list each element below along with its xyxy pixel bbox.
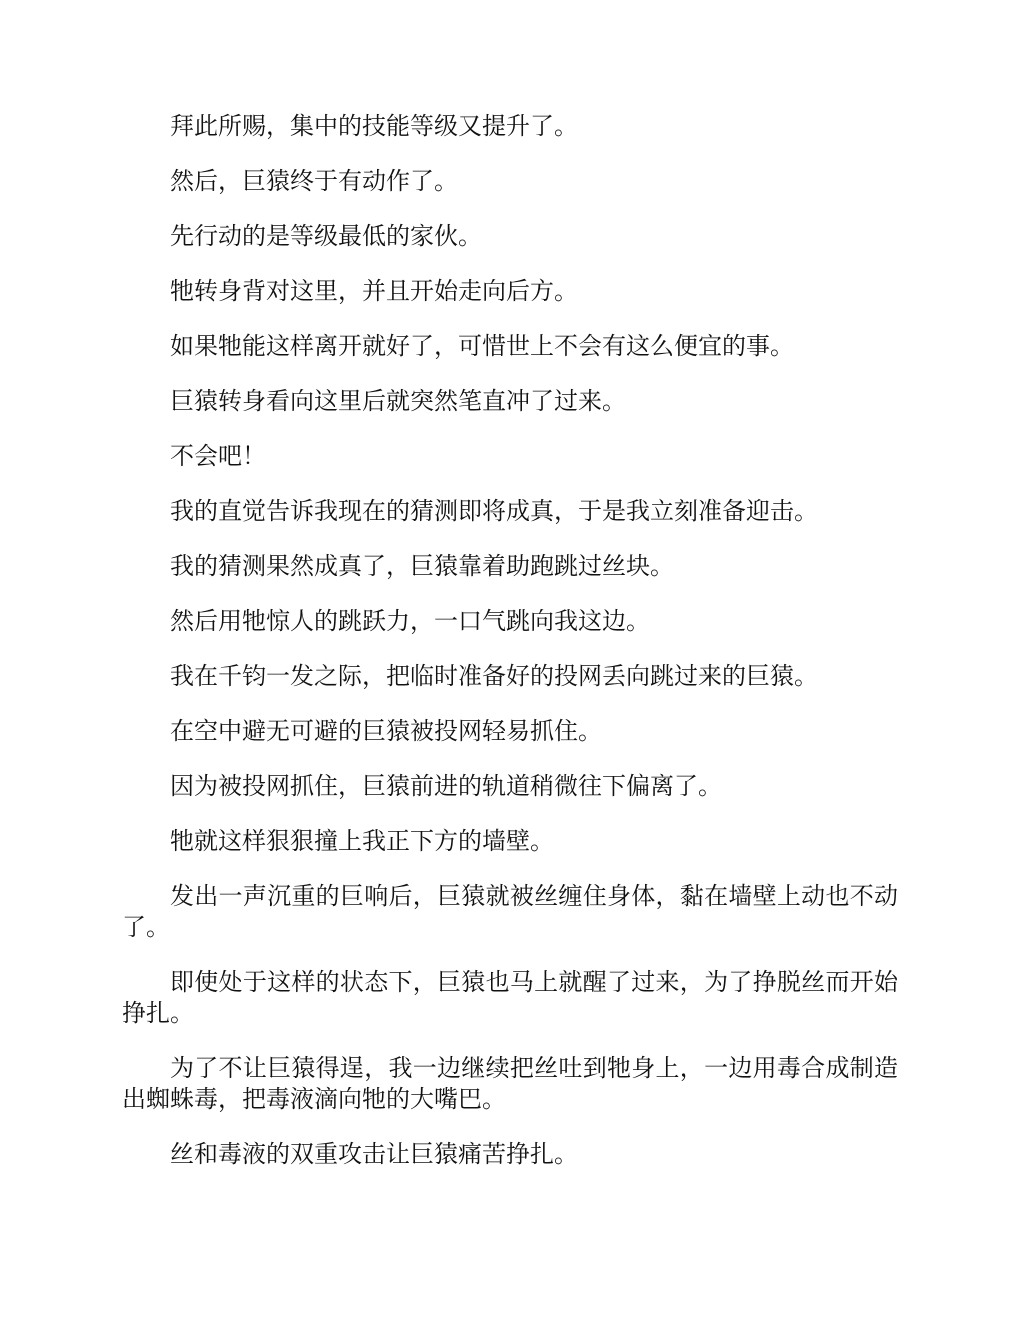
paragraph: 在空中避无可避的巨猿被投网轻易抓住。 bbox=[170, 717, 602, 745]
paragraph: 我的猜测果然成真了，巨猿靠着助跑跳过丝块。 bbox=[170, 552, 674, 580]
paragraph: 发出一声沉重的巨响后，巨猿就被丝缠住身体，黏在墙壁上动也不动了。 bbox=[122, 882, 898, 941]
paragraph: 然后，巨猿终于有动作了。 bbox=[170, 167, 458, 195]
paragraph: 先行动的是等级最低的家伙。 bbox=[170, 222, 482, 250]
paragraph: 巨猿转身看向这里后就突然笔直冲了过来。 bbox=[170, 387, 626, 415]
paragraph: 丝和毒液的双重攻击让巨猿痛苦挣扎。 bbox=[170, 1140, 578, 1168]
paragraph: 不会吧！ bbox=[170, 442, 266, 470]
paragraph: 为了不让巨猿得逞，我一边继续把丝吐到牠身上，一边用毒合成制造出蜘蛛毒，把毒液滴向牠的大嘴巴。 bbox=[122, 1054, 898, 1113]
paragraph: 即使处于这样的状态下，巨猿也马上就醒了过来，为了挣脱丝而开始挣扎。 bbox=[122, 968, 898, 1027]
paragraph: 牠转身背对这里，并且开始走向后方。 bbox=[170, 277, 578, 305]
paragraph: 我的直觉告诉我现在的猜测即将成真，于是我立刻准备迎击。 bbox=[170, 497, 818, 525]
paragraph: 拜此所赐，集中的技能等级又提升了。 bbox=[170, 112, 578, 140]
paragraph: 因为被投网抓住，巨猿前进的轨道稍微往下偏离了。 bbox=[170, 772, 722, 800]
paragraph: 我在千钧一发之际，把临时准备好的投网丢向跳过来的巨猿。 bbox=[170, 662, 818, 690]
paragraph: 如果牠能这样离开就好了，可惜世上不会有这么便宜的事。 bbox=[170, 332, 794, 360]
document-body bbox=[122, 111, 898, 1194]
paragraph: 然后用牠惊人的跳跃力，一口气跳向我这边。 bbox=[170, 607, 650, 635]
paragraph: 牠就这样狠狠撞上我正下方的墙壁。 bbox=[170, 827, 554, 855]
